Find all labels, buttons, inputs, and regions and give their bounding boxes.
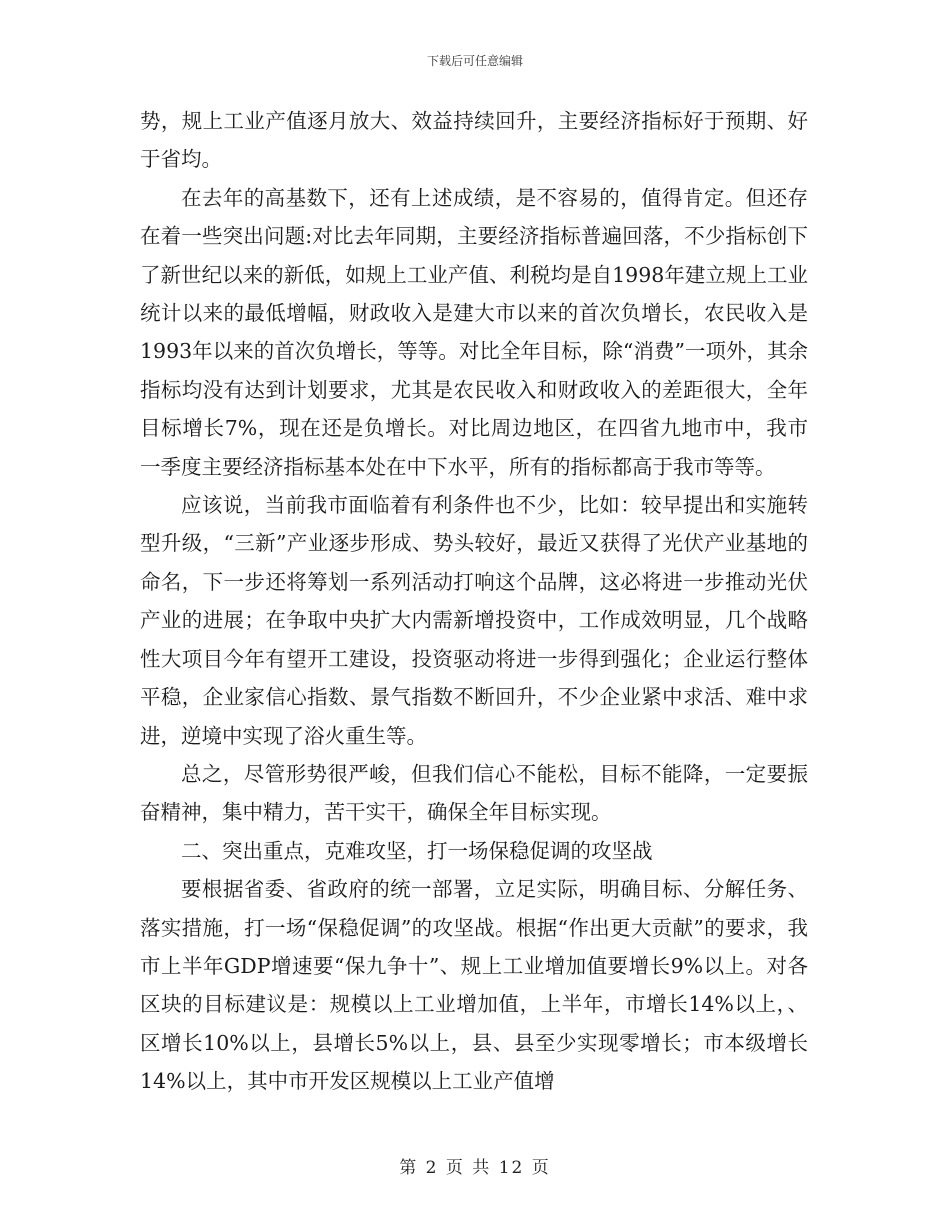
document-body: [140, 102, 808, 1101]
paragraph-5: 要根据省委、省政府的统一部署，立足实际，明确目标、分解任务、落实措施，打一场“保稳促调”的攻坚战。根据“作出更大贡献”的要求，我市上半年GDP增速要“保九争十”、规上工业增加值要增长9%以上。对各区块的目标建议是：规模以上工业增加值，上半年，市增长14%以上，、区增长10%以上，县增长5%以上，县、县至少实现零增长；市本级增长14%以上，其中市开发区规模以上工业产值增: [140, 877, 808, 1094]
page-footer: 第 2 页 共 12 页: [399, 1158, 551, 1178]
page-header: 下载后可任意编辑: [426, 54, 523, 68]
paragraph-4: 总之，尽管形势很严峻，但我们信心不能松，目标不能降，一定要振奋精神，集中精力，苦干实干，确保全年目标实现。: [140, 761, 808, 825]
paragraph-1: 势，规上工业产值逐月放大、效益持续回升，主要经济指标好于预期、好于省均。: [140, 109, 808, 172]
section-heading: 二、突出重点，克难攻坚，打一场保稳促调的攻坚战: [181, 838, 653, 863]
paragraph-3: 应该说，当前我市面临着有利条件也不少，比如：较早提出和实施转型升级，“三新”产业逐步形成、势头较好，最近又获得了光伏产业基地的命名，下一步还将筹划一系列活动打响这个品牌，这必将进一步推动光伏产业的进展；在争取中央扩大内需新增投资中，工作成效明显，几个战略性大项目今年有望开工建设，投资驱动将进一步得到强化；企业运行整体平稳，企业家信心指数、景气指数不断回升，不少企业紧中求活、难中求进，逆境中实现了浴火重生等。: [140, 493, 808, 748]
paragraph-2: 在去年的高基数下，还有上述成绩，是不容易的，值得肯定。但还存在着一些突出问题:对比去年同期，主要经济指标普遍回落，不少指标创下了新世纪以来的新低，如规上工业产值、利税均是自1998年建立规上工业统计以来的最低增幅，财政收入是建大市以来的首次负增长，农民收入是1993年以来的首次负增长，等等。对比全年目标，除“消费”一项外，其余指标均没有达到计划要求，尤其是农民收入和财政收入的差距很大，全年目标增长7%，现在还是负增长。对比周边地区，在四省九地市中，我市一季度主要经济指标基本处在中下水平，所有的指标都高于我市等等。: [140, 185, 808, 479]
